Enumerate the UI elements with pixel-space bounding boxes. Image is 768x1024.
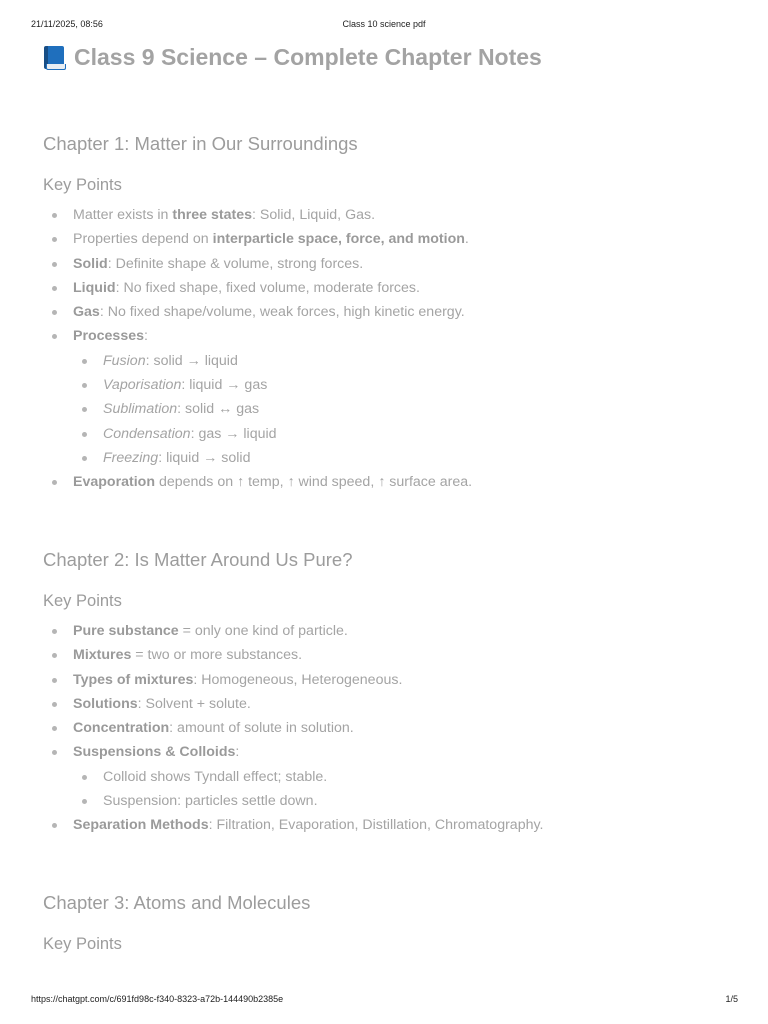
book-icon [43, 45, 65, 71]
chapter-heading: Chapter 2: Is Matter Around Us Pure? [43, 549, 353, 570]
list-item: Types of mixtures: Homogeneous, Heterogeneous. [43, 668, 543, 692]
key-points-list [43, 619, 543, 838]
sub-list-item: Vaporisation: liquid → gas [43, 373, 472, 397]
sub-list-item: Colloid shows Tyndall effect; stable. [43, 765, 543, 789]
chapter-3 [43, 892, 733, 953]
list-item: Gas: No fixed shape/volume, weak forces, high kinetic energy. [43, 300, 472, 324]
page-title [43, 44, 542, 71]
list-item: Properties depend on interparticle space, force, and motion. [43, 227, 472, 251]
chapter-1 [43, 133, 733, 491]
list-item: Matter exists in three states: Solid, Liquid, Gas. [43, 203, 472, 227]
sub-list-item: Freezing: liquid → solid [43, 446, 472, 470]
key-points-list [43, 203, 472, 495]
list-item: Mixtures = two or more substances. [43, 643, 543, 667]
key-points-heading: Key Points [43, 935, 122, 953]
chapter-heading: Chapter 1: Matter in Our Surroundings [43, 133, 358, 154]
page-title-text: Class 9 Science – Complete Chapter Notes [74, 44, 542, 70]
list-item: Concentration: amount of solute in solution. [43, 716, 543, 740]
sub-list-item: Suspension: particles settle down. [43, 789, 543, 813]
print-doc-title: Class 10 science pdf [342, 19, 426, 29]
key-points-heading: Key Points [43, 592, 122, 610]
key-points-heading: Key Points [43, 176, 122, 194]
print-header [0, 19, 768, 33]
print-datetime: 21/11/2025, 08:56 [31, 19, 103, 29]
chapter-2 [43, 549, 733, 834]
list-item: Separation Methods: Filtration, Evaporation, Distillation, Chromatography. [43, 813, 543, 837]
list-item: Solutions: Solvent + solute. [43, 692, 543, 716]
sub-list-item: Sublimation: solid ↔ gas [43, 397, 472, 421]
sub-list-item: Fusion: solid → liquid [43, 349, 472, 373]
list-item: Liquid: No fixed shape, fixed volume, moderate forces. [43, 276, 472, 300]
list-item: Suspensions & Colloids: [43, 740, 543, 764]
list-item: Solid: Definite shape & volume, strong forces. [43, 252, 472, 276]
print-url: https://chatgpt.com/c/691fd98c-f340-8323-a72b-144490b2385e [31, 994, 284, 1004]
chapter-heading: Chapter 3: Atoms and Molecules [43, 892, 311, 913]
print-footer [0, 994, 768, 1008]
sub-list-item: Condensation: gas → liquid [43, 422, 472, 446]
list-item: Processes: [43, 324, 472, 348]
list-item: Pure substance = only one kind of particle. [43, 619, 543, 643]
list-item: Evaporation depends on ↑ temp, ↑ wind speed, ↑ surface area. [43, 470, 472, 494]
page-number: 1/5 [725, 994, 738, 1004]
